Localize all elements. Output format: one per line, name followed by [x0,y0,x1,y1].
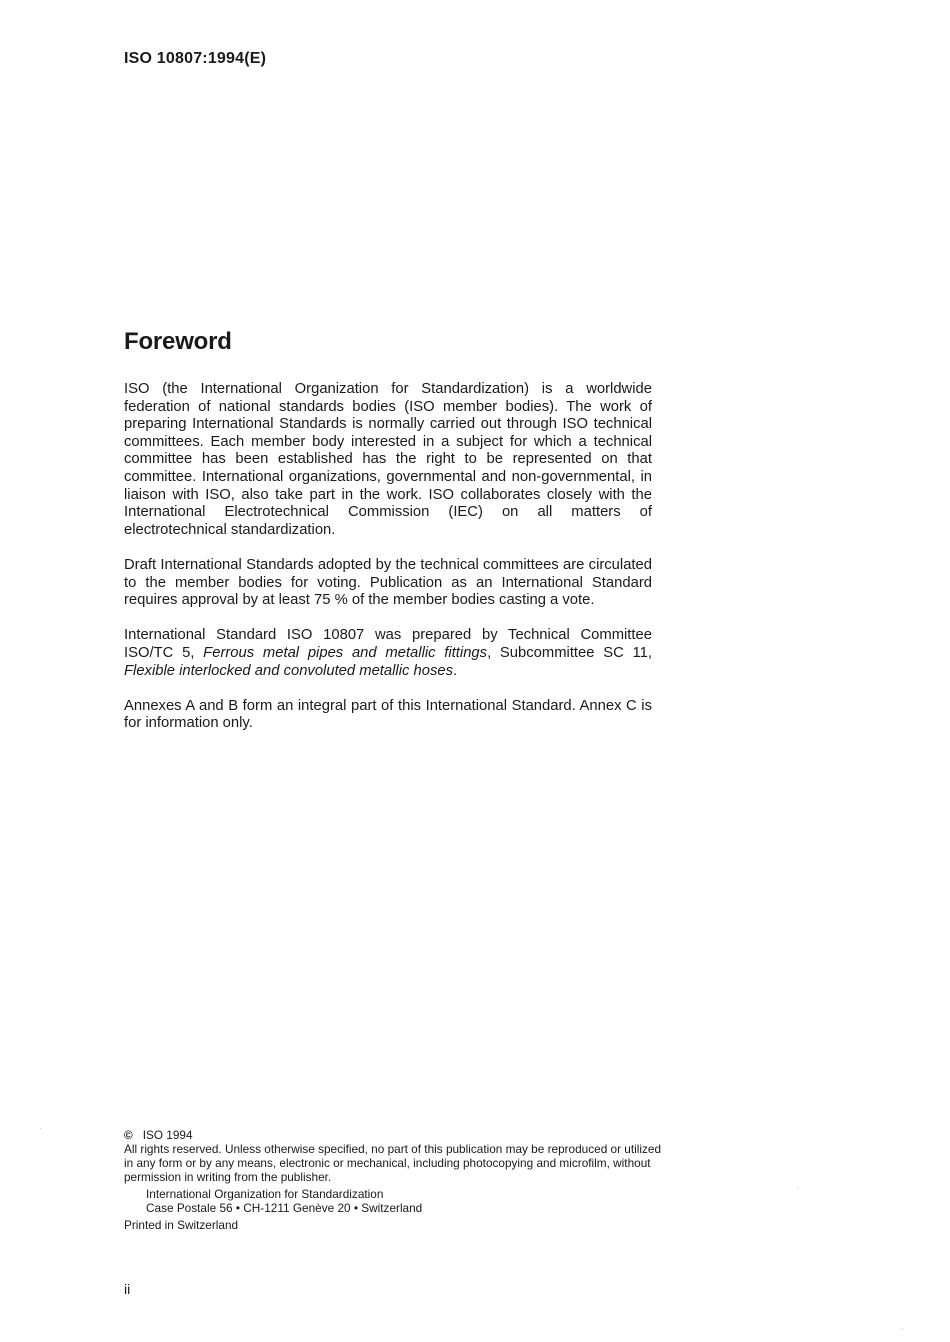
scan-speck [902,1328,903,1329]
paragraph-iso-intro: ISO (the International Organization for Standardization) is a worldwide federation of national standards bodies (ISO member bodies). The work of preparing International Standards is normally carried out through ISO technical committees. Each member body interested in a subject for which a technical committee has been established has the right to be represented on that committee. International organizations, governmental and non-governmental, in liaison with ISO, also take part in the work. ISO collaborates closely with the International Electrotechnical Commission (IEC) on all matters of electrotechnical standardization. [124,381,652,538]
copyright-line [124,1128,664,1142]
copyright-block [124,1128,664,1232]
scan-speck [40,1128,41,1129]
foreword-body [124,381,652,750]
publisher-address: Case Postale 56 • CH-1211 Genève 20 • Switzerland [146,1201,423,1215]
running-header: ISO 10807:1994(E) [124,50,267,67]
printed-in: Printed in Switzerland [124,1218,239,1232]
rights-statement: All rights reserved. Unless otherwise specified, no part of this publication may be reproduced or utilized in any form or by any means, electronic or mechanical, including photocopying and microfilm, without permission in writing from the publisher. [124,1142,662,1184]
section-title: Foreword [124,328,232,355]
paragraph-draft-standards: Draft International Standards adopted by the technical committees are circulated to the member bodies for voting. Publication as an International Standard requires approval by at least 75 % of the member bodies casting a vote. [124,556,652,609]
committee-title: Ferrous metal pipes and metallic fittings [203,644,488,661]
prepared-by-text-1: International Standard ISO 10807 was prepared by Technical Committee ISO/TC 5, [124,627,652,661]
scan-speck [797,1188,798,1189]
prepared-by-text-3: . [453,662,458,679]
publisher-name: International Organization for Standardization [146,1187,384,1201]
paragraph-annexes: Annexes A and B form an integral part of this International Standard. Annex C is for information only. [124,697,652,732]
subcommittee-title: Flexible interlocked and convoluted metallic hoses [124,662,453,679]
page-number: ii [124,1281,131,1297]
copyright-year: ISO 1994 [142,1128,193,1142]
paragraph-prepared-by [124,627,652,680]
copyright-icon: © [124,1128,133,1142]
prepared-by-text-2: , Subcommittee SC 11, [487,644,653,661]
